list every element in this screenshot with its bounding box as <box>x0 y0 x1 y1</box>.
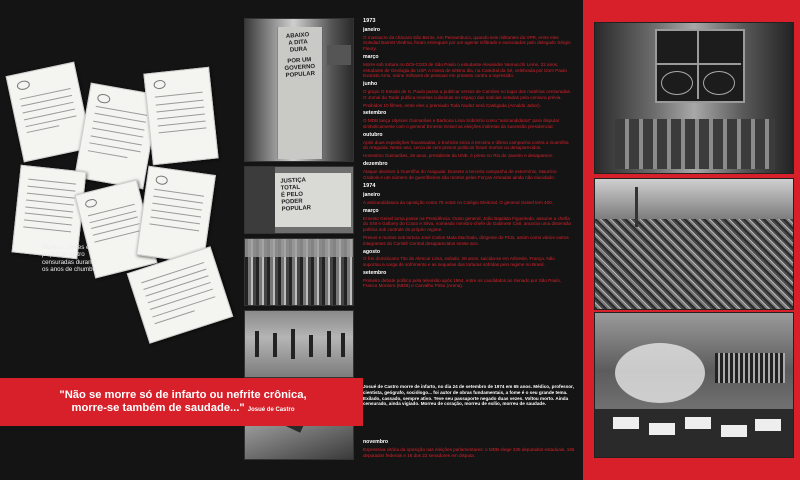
photo-protest-column: ABAIXO A DITA DURA POR UM GOVERNO POPULAR <box>244 18 354 162</box>
timeline-entry: Ernesto Geisel toma posse na Presidência. Outro general, João Baptista Figueiredo, assume a chefia do SNI e Golbery do Couto e Silva, nomeado ministro-chefe do Gabinete Civil, anuncia uma distensão política sob controle do próprio regime. <box>363 215 572 233</box>
photo-crowd-street <box>244 238 354 306</box>
timeline-entry: O grupo O Estado de S. Paulo passa a publicar versos de Camões no lugar das matérias censuradas. O Jornal da Tarde publica receitas culinárias no espaço das notícias vetadas pela censura prévia. <box>363 88 572 100</box>
month-heading: novembro <box>363 439 389 445</box>
censorship-caption: Músicas, filmes e peças de teatro censuradas durante os anos de chumbo <box>42 244 97 274</box>
month-heading: setembro <box>363 269 387 276</box>
timeline-entry: Após duas expedições fracassadas, o Exército inicia a terceira e última campanha contra a Guerrilha do Araguaia. Neste ano, cerca de cem presos políticos foram mortos ou desaparecidos. <box>363 139 569 151</box>
timeline-entry: O MDB lança Ulysses Guimarães e Barbosa Lima Sobrinho como "anticandidatos" para disputar simbolicamente com o general Ernesto Geisel as eleições indiretas da sucessão presidencial. <box>363 118 560 129</box>
photo-people-walking <box>244 310 354 378</box>
month-heading: março <box>363 207 379 214</box>
quote-author: Josué de Castro <box>247 407 295 413</box>
year-heading: 1973 <box>363 18 376 24</box>
month-heading: janeiro <box>363 192 381 199</box>
timeline-entry: Presos e mortos sob tortura José Carlos Mata Machado, dirigente do PCB, assim como vários outros integrantes do Comitê Central desaparecidos nesse ano. <box>363 234 569 246</box>
timeline-entry: Expressiva vitória da oposição nas eleições parlamentares: o MDB elege 335 deputados estaduais, 165 deputados federais e 16 dos 22 senadores em disputa. <box>363 446 575 458</box>
month-heading: dezembro <box>363 160 388 167</box>
photo-wall-graffiti: JUSTIÇA TOTAL É PELO PODER POPULAR <box>244 166 354 234</box>
november-entry <box>363 437 575 458</box>
month-heading: setembro <box>363 110 387 117</box>
timeline-entry: Honestino Guimarães, 26 anos, presidente da UNE, é preso no Rio de Janeiro e desaparece. <box>363 153 554 159</box>
photo-mass-rally <box>594 178 794 310</box>
month-heading: agosto <box>363 248 381 255</box>
photo-broken-window <box>594 22 794 174</box>
month-heading: janeiro <box>363 26 381 33</box>
timeline-entry: O massacre da chácara São Bento, em Pernambuco, quando seis militantes da VPR, entre eles Soledad Barrett Viedma, foram entregues por um agente infiltrado e executados pelo delegado Sérgio Fleury. <box>363 34 571 52</box>
month-heading: março <box>363 53 379 60</box>
month-heading: junho <box>363 81 378 88</box>
timeline-entry: Proibidos 10 filmes, entre eles o premiado Toda Nudez será Castigada (Arnaldo Jabor). <box>363 102 541 108</box>
photo-street-clash-smoke <box>594 312 794 458</box>
timeline-entry: Ataque decisivo à Guerrilha do Araguaia. Durante a terceira campanha de extermínio, Maurício Grabois e um número de guerrilheiros são mortos pelas Forças Armadas ainda não elucidado. <box>363 168 557 180</box>
timeline-entry: O frei dominicano Tito de Alencar Lima, exilado, 28 anos, suicida-se em Arbresle, França. Não suportou a carga de sofrimento e as sequelas das torturas sofridas pelo regime no Brasil. <box>363 256 555 268</box>
year-heading: 1974 <box>363 183 376 190</box>
josue-de-castro-quote: "Não se morre só de infarto ou nefrite crônica, morre-se também de saudade..." Josué de Castro <box>59 389 307 414</box>
timeline-entry: A anticandidatura da oposição conta 76 votos no Colégio Eleitoral. O general Geisel tem 400. <box>363 199 553 205</box>
timeline-entry: Primeiro debate político pela televisão após 1964, entre os candidatos ao Senado por São Paulo, Franco Montoro (MDB) e Carvalho Pinto (Arena). <box>363 277 562 289</box>
censored-document-3 <box>143 67 218 165</box>
timeline-entry: Morre sob tortura no DOI-CODI de São Paulo o estudante Alexandre Vannucchi Leme, 22 anos, estudante de Geologia da USP. A missa de sétimo dia, na Catedral da Sé, celebrada por Dom Paulo Evaristo Arns, reúne milhares de pessoas em protesto contra a repressão. <box>363 61 567 79</box>
month-heading: outubro <box>363 131 383 138</box>
josue-de-castro-bio: Josué de Castro morre de infarto, no dia 24 de setembro de 1974 em 65 anos. Médico, professor, cientista, geógrafo, sociólogo... foi autor de obras fundamentais, a fome é o seu grande tema. Exilado, cassado, sempre ativo. Teve seu passaporte negado duas vezes. Voltou morto. Ainda censurado, ainda vigiado. Morreu de coração, morreu de exílio, morreu de saudade. <box>363 384 574 407</box>
